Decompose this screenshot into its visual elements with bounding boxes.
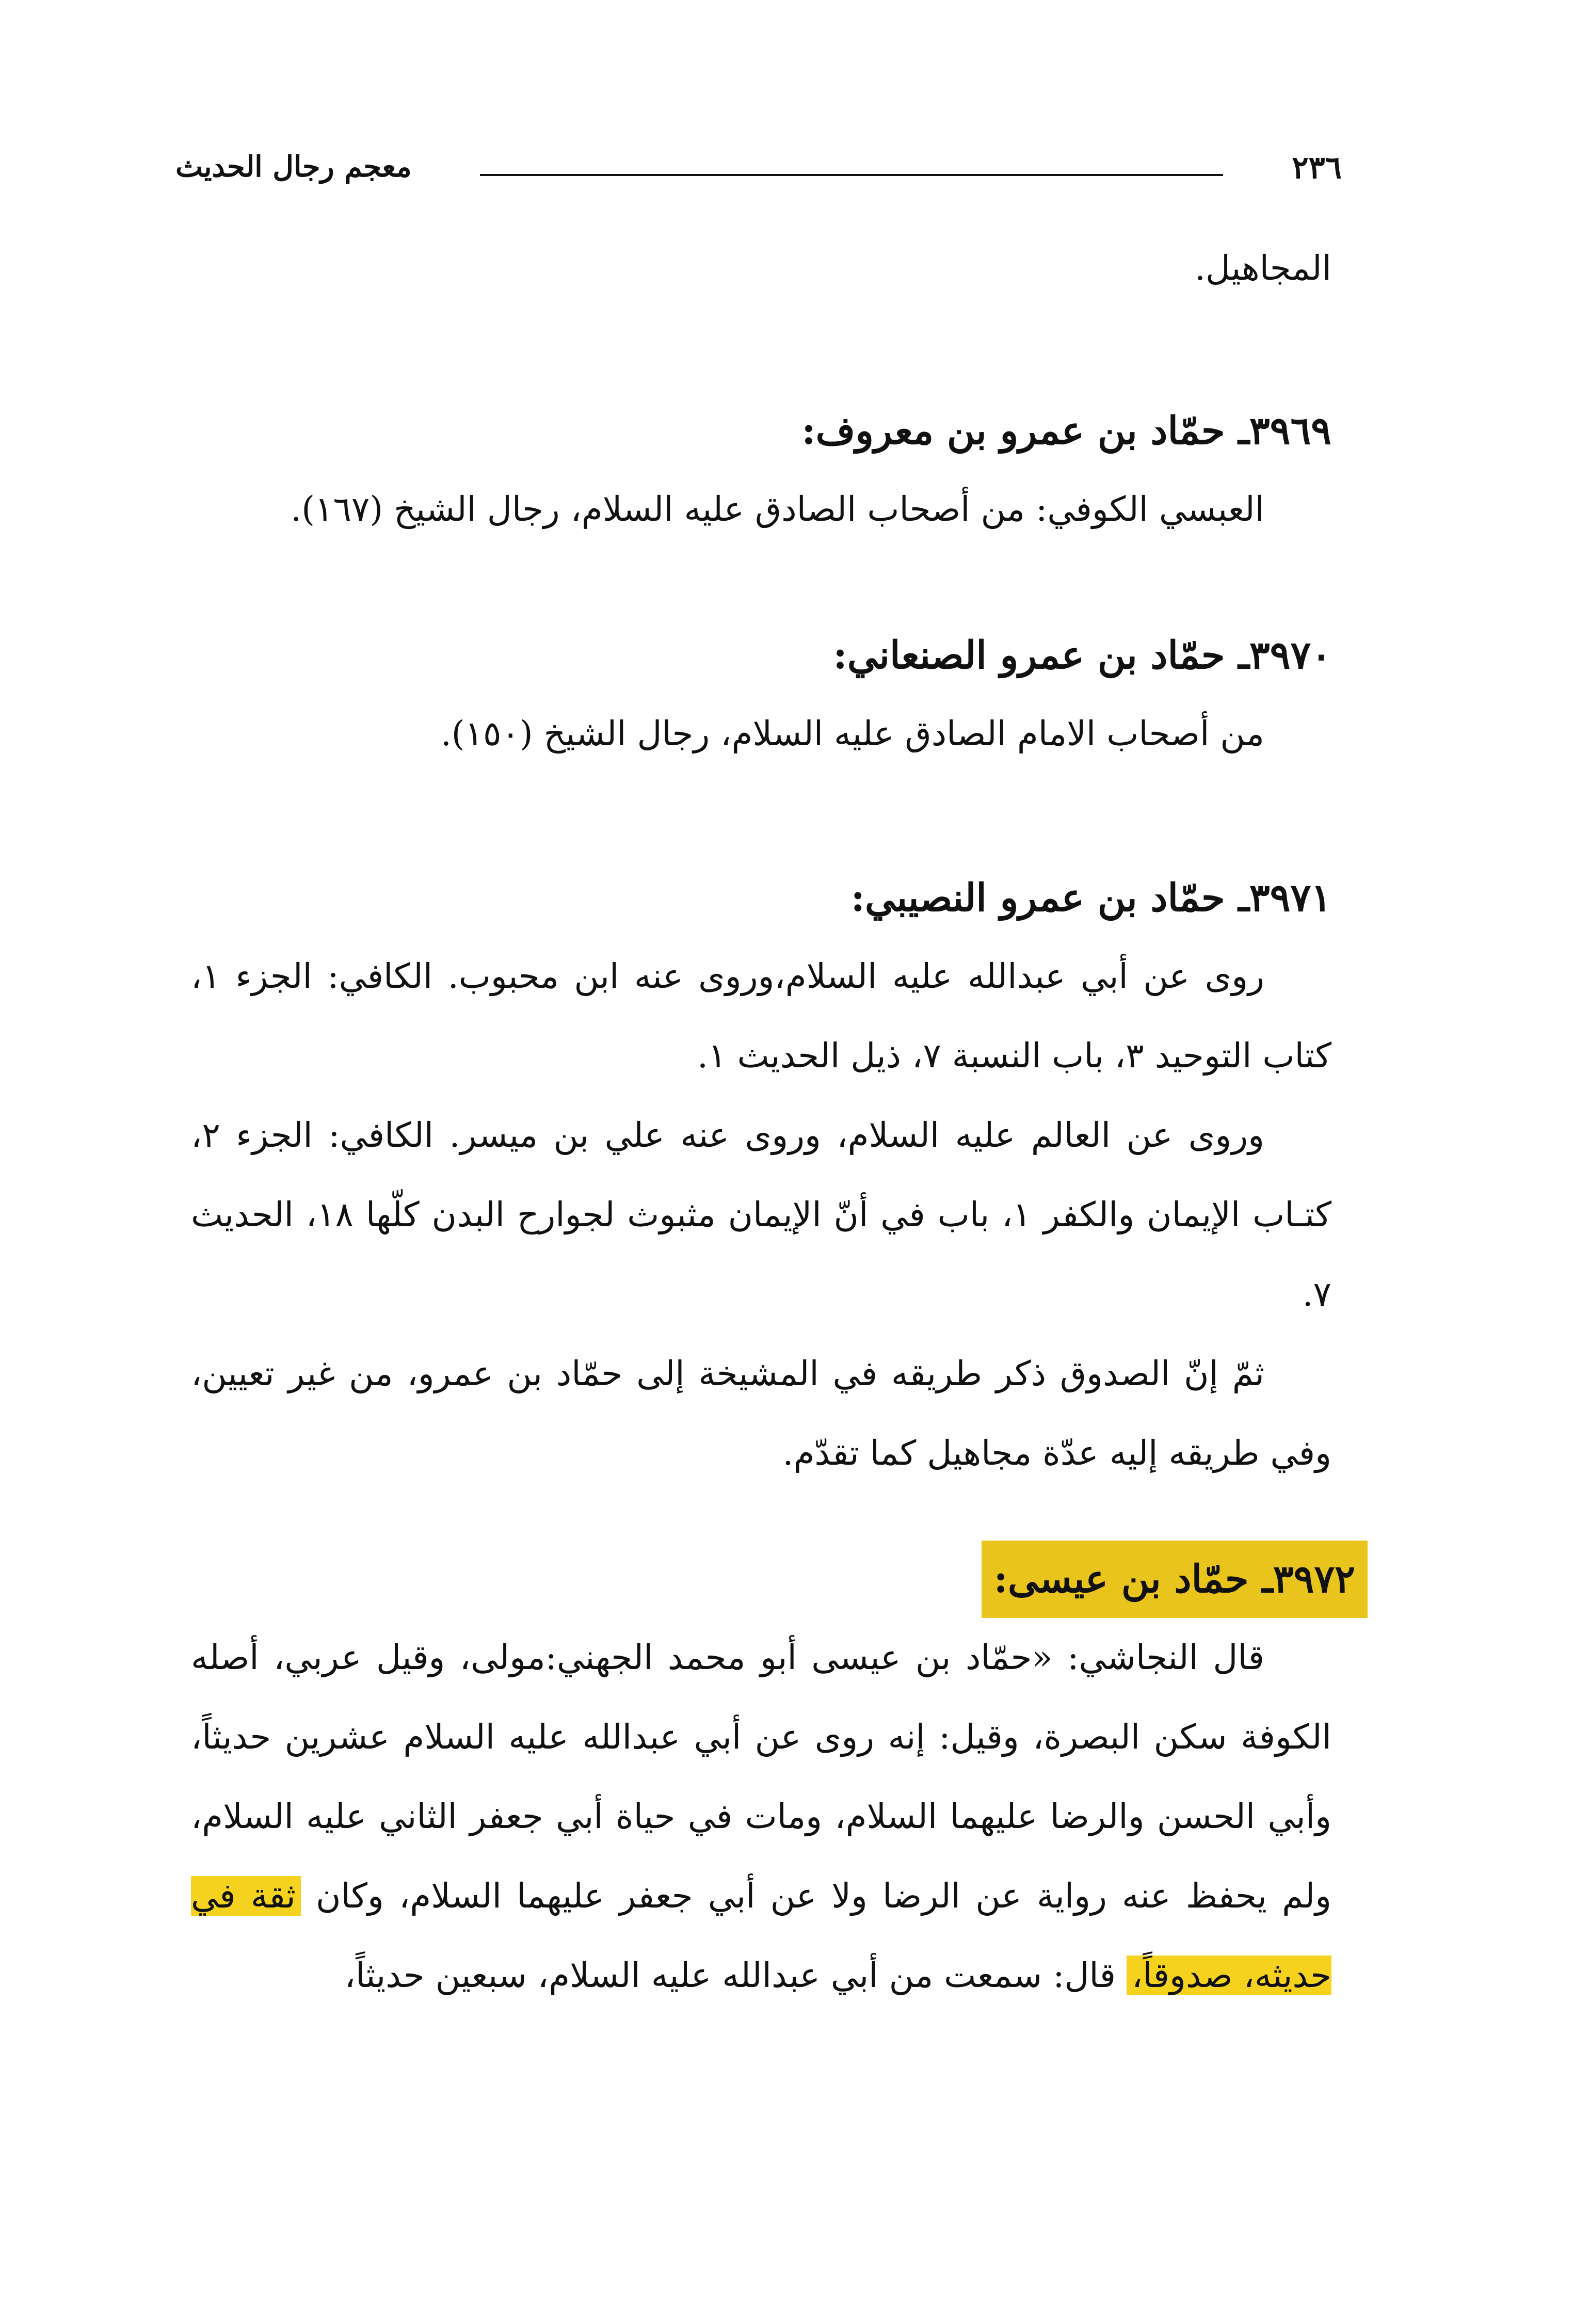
entry-paragraph: [191, 1618, 1331, 2015]
continuation-text: المجاهيل.: [1195, 248, 1331, 288]
entry-paragraph: من أصحاب الامام الصادق عليه السلام، رجال الشيخ (١٥٠).: [440, 714, 1264, 754]
entry-heading: ٣٩٧٠ـ حمّاد بن عمرو الصنعاني:: [833, 633, 1331, 678]
page-header: [175, 145, 1342, 201]
entry-heading: ٣٩٧١ـ حمّاد بن عمرو النصيبي:: [850, 876, 1331, 920]
running-title: معجم رجال الحديث: [175, 150, 412, 184]
page-number: ٢٣٦: [1292, 150, 1342, 186]
entry-3970: [191, 617, 1331, 774]
entry-paragraph: وروى عن العالم عليه السلام، وروى عنه علي بن ميسر. الكافي: الجزء ٢، كتـاب الإيمان والكفر ١، باب في أنّ الإيمان مثبوث لجوارح البدن كلّها ١٨، الحديث ٧.: [191, 1115, 1331, 1314]
entry-paragraph: ثمّ إنّ الصدوق ذكر طريقه في المشيخة إلى حمّاد بن عمرو، من غير تعيين، وفي طريقه إليه عدّة مجاهيل كما تقدّم.: [191, 1354, 1331, 1473]
entry-paragraph: العبسي الكوفي: من أصحاب الصادق عليه السلام، رجال الشيخ (١٦٧).: [291, 489, 1264, 529]
entry-paragraph: روى عن أبي عبدالله عليه السلام،وروى عنه ابن محبوب. الكافي: الجزء ١، كتاب التوحيد ٣، باب النسبة ٧، ذيل الحديث ١.: [191, 956, 1331, 1076]
highlighted-phrase: ثقة في حديثه، صدوقاً،: [191, 1876, 1331, 1995]
entry-3971: [191, 859, 1331, 1493]
entry-heading-highlighted: ٣٩٧٢ـ حمّاد بن عيسى:: [982, 1541, 1368, 1618]
paragraph-text: قال النجاشي: «حمّاد بن عيسى أبو محمد الجهني:مولى، وقيل عربي، أصله الكوفة سكن البصرة، وقيل: إنه روى عن أبي عبدالله عليه السلام عشرين حديثاً، وأبي الحسن والرضا عليهما السلام، ومات في حياة أبي جعفر الثاني عليه السلام، ولم يحفظ عنه رواية عن الرضا ولا عن أبي جعفر عليهما السلام، وكان: [191, 1638, 1331, 1916]
header-rule: [480, 174, 1223, 176]
entry-3972: [191, 1541, 1355, 2015]
paragraph-text: قال: سمعت من أبي عبدالله عليه السلام، سبعين حديثاً،: [344, 1956, 1116, 1995]
entry-3969: [191, 392, 1331, 549]
entry-heading: ٣٩٦٩ـ حمّاد بن عمرو بن معروف:: [801, 409, 1331, 453]
